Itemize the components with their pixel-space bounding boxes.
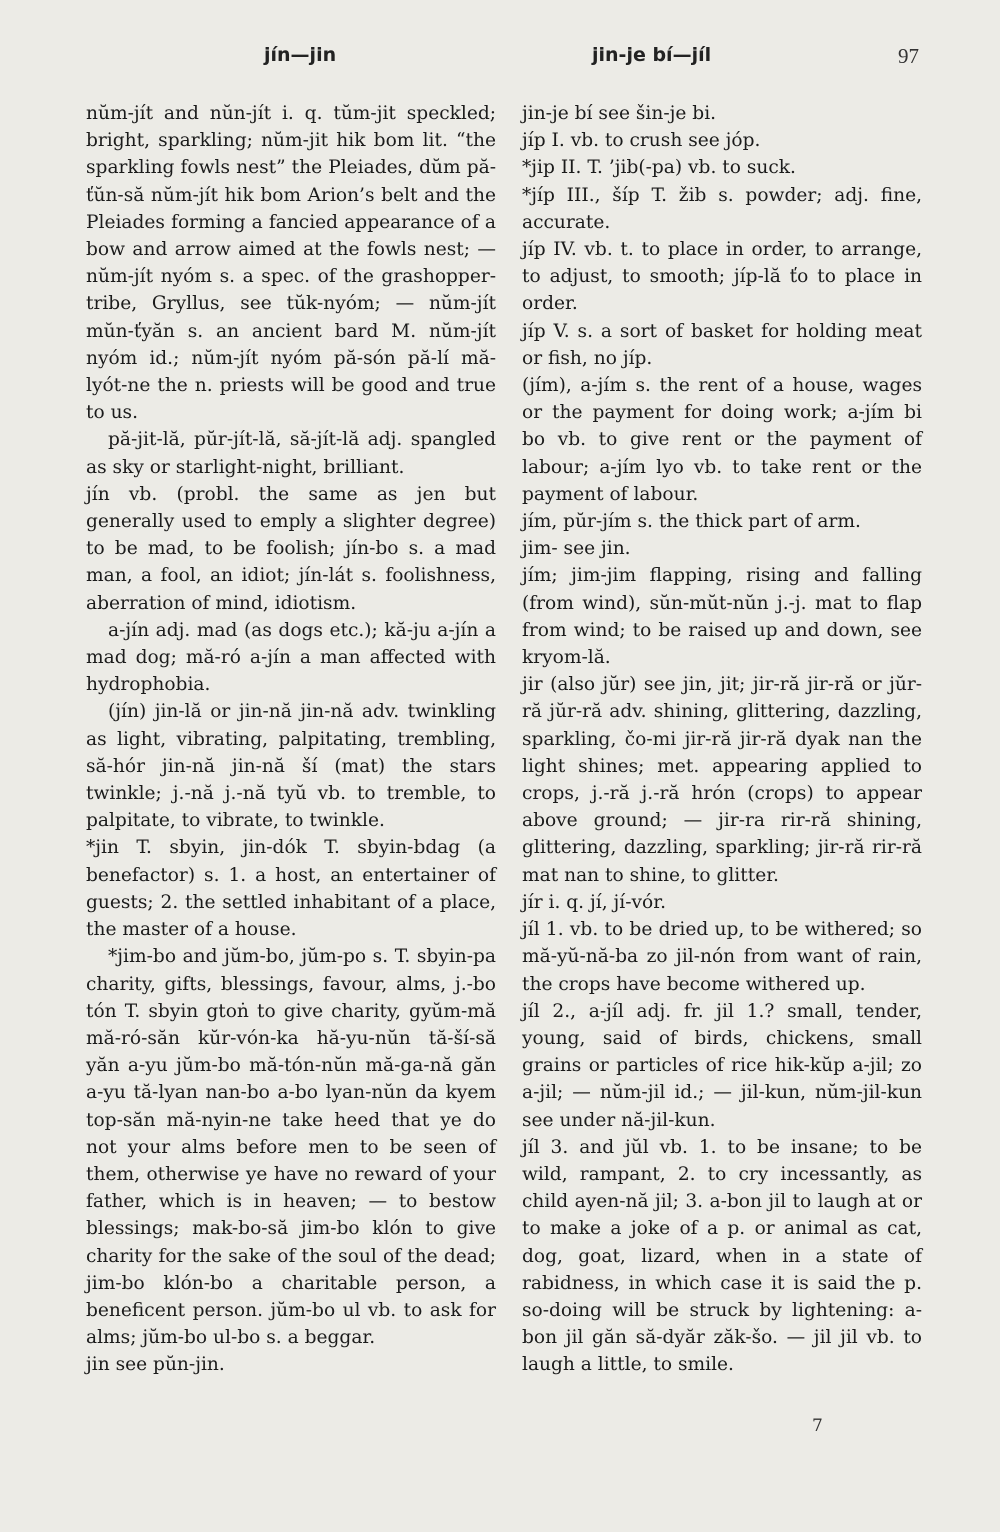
entry-pa-jit-la: pă-jit-lă, pŭr-jít-lă, să-jít-lă adj. spangled as sky or starlight-night, brilliant. (86, 429, 496, 478)
page-number: 97 (898, 44, 919, 68)
right-column (522, 100, 922, 1379)
entry-jip-1: jíp I. vb. to crush see jóp. (522, 130, 761, 152)
entry-jip-3: *jíp III., šíp T. žib s. powder; adj. fine, accurate. (522, 184, 922, 233)
entry-jin-see: jin see pŭn-jin. (86, 1354, 225, 1376)
entry-jim-jim: jím; jim-jim flapping, rising and falling (from wind), sŭn-mŭt-nŭn j.-j. mat to flap from wind; to be raised up and down, see kryom-lă. (522, 565, 922, 669)
entry-jim-see: jim- see jin. (522, 538, 631, 560)
entry-jil-1: jíl 1. vb. to be dried up, to be withered; so mă-yŭ-nă-ba zo jil-nón from want of rain, the crops have become withered up. (522, 919, 922, 995)
entry-jim-bo: *jim-bo and jŭm-bo, jŭm-po s. T. sbyin-pa charity, gifts, blessings, favour, alms, j.-bo tón T. sbyin gtoṅ to give charity, gyŭm-mă mă-ró-săn kŭr-vón-ka hă-yu-nŭn tă-ší-să yăn a-yu jŭm-bo mă-tón-nŭn mă-ga-nă găn a-yu tă-lyan nan-bo a-bo lyan-nŭn da kyem top-săn mă-nyin-ne take heed that ye do not your alms before men to be seen of them, otherwise ye have no reward of your father, which is in heaven; — to bestow blessings; mak-bo-să jim-bo klón to give charity for the sake of the soul of the dead; jim-bo klón-bo a charitable person, a beneficent person. jŭm-bo ul vb. to ask for alms; jŭm-bo ul-bo s. a beggar. (86, 946, 496, 1349)
entry-jir-iq: jír i. q. jí, jí-vór. (522, 891, 666, 913)
entry-num-jit: nŭm-jít and nŭn-jít i. q. tŭm-jit speckled; bright, sparkling; nŭm-jit hik bom lit. “the sparkling fowls nest” the Pleiades, dŭm pă-ťŭn-să nŭm-jít hik bom Arion’s belt and the Pleiades forming a fancied appearance of a bow and arrow aimed at the fowls nest; — nŭm-jít nyóm s. a spec. of the grashopper-tribe, Gryllus, see tŭk-nyóm; — nŭm-jít mŭn-ťyăn s. an ancient bard M. nŭm-jít nyóm id.; nŭm-jít nyóm pă-són pă-lí mă-lyót-ne the n. priests will be good and true to us. (86, 103, 496, 424)
entry-jin-twinkling: (jín) jin-lă or jin-nă jin-nă adv. twinkling as light, vibrating, palpitating, trembling, să-hór jin-nă jin-nă ší (mat) the stars twinkle; j.-nă j.-nă tyŭ vb. to tremble, to palpitate, to vibrate, to twinkle. (86, 701, 496, 832)
signature-mark: 7 (812, 1416, 823, 1436)
entry-jin-host: *jin T. sbyin, jin-dók T. sbyin-bdag (a benefactor) s. 1. a host, an entertainer of guests; 2. the settled inhabitant of a place, the master of a house. (86, 837, 496, 941)
entry-jip-2: *jip II. T. ’jib(-pa) vb. to suck. (522, 157, 796, 179)
entry-pur-jim: jím, pŭr-jím s. the thick part of arm. (522, 511, 861, 533)
entry-jir: jir (also jŭr) see jin, jit; jir-ră jir-ră or jŭr-ră jŭr-ră adv. shining, glittering, dazzling, sparkling, čo-mi jir-ră jir-ră dyak nan the light shines; met. appearing applied to crops, j.-ră j.-ră hrón (crops) to appear above ground; — jir-ra rir-ră shining, glittering, dazzling, sparkling; jir-ră rir-ră mat nan to shine, to glitter. (522, 674, 922, 886)
entry-jin-je-bi: jin-je bí see šin-je bi. (522, 103, 717, 124)
left-column (86, 100, 496, 1379)
right-running-head: jin-je bí—jíl (592, 44, 712, 66)
entry-jip-5: jíp V. s. a sort of basket for holding meat or fish, no jíp. (522, 320, 922, 369)
entry-a-jim: (jím), a-jím s. the rent of a house, wages or the payment for doing work; a-jím bi bo vb. to give rent or the payment of labour; a-jím lyo vb. to take rent or the payment of labour. (522, 375, 922, 505)
entry-jin-mad: jín vb. (probl. the same as jen but generally used to emply a slighter degree) to be mad, to be foolish; jín-bo s. a mad man, a fool, an idiot; jín-lát s. foolishness, aberration of mind, idiotism. (86, 483, 496, 614)
left-running-head: jín—jin (264, 44, 337, 66)
entry-a-jin: a-jín adj. mad (as dogs etc.); kă-ju a-jín a mad dog; mă-ró a-jín a man affected with hydrophobia. (86, 619, 496, 696)
entry-jip-4: jíp IV. vb. t. to place in order, to arrange, to adjust, to smooth; jíp-lă ťo to place in order. (522, 239, 922, 315)
entry-jil-2: jíl 2., a-jíl adj. fr. jil 1.? small, tender, young, said of birds, chickens, small grains or particles of rice hik-kŭp a-jil; zo a-jil; — nŭm-jil id.; — jil-kun, nŭm-jil-kun see under nă-jil-kun. (522, 1000, 922, 1131)
entry-jil-3: jíl 3. and jŭl vb. 1. to be insane; to be wild, rampant, 2. to cry incessantly, as child ayen-nă jil; 3. a-bon jil to laugh at or to make a joke of a p. or animal as cat, dog, goat, lizard, when in a state of rabidness, in which case it is said the p. so-doing will be struck by lightening: a-bon jil găn să-dyăr zăk-šo. — jil jil vb. to laugh a little, to smile. (522, 1136, 922, 1376)
